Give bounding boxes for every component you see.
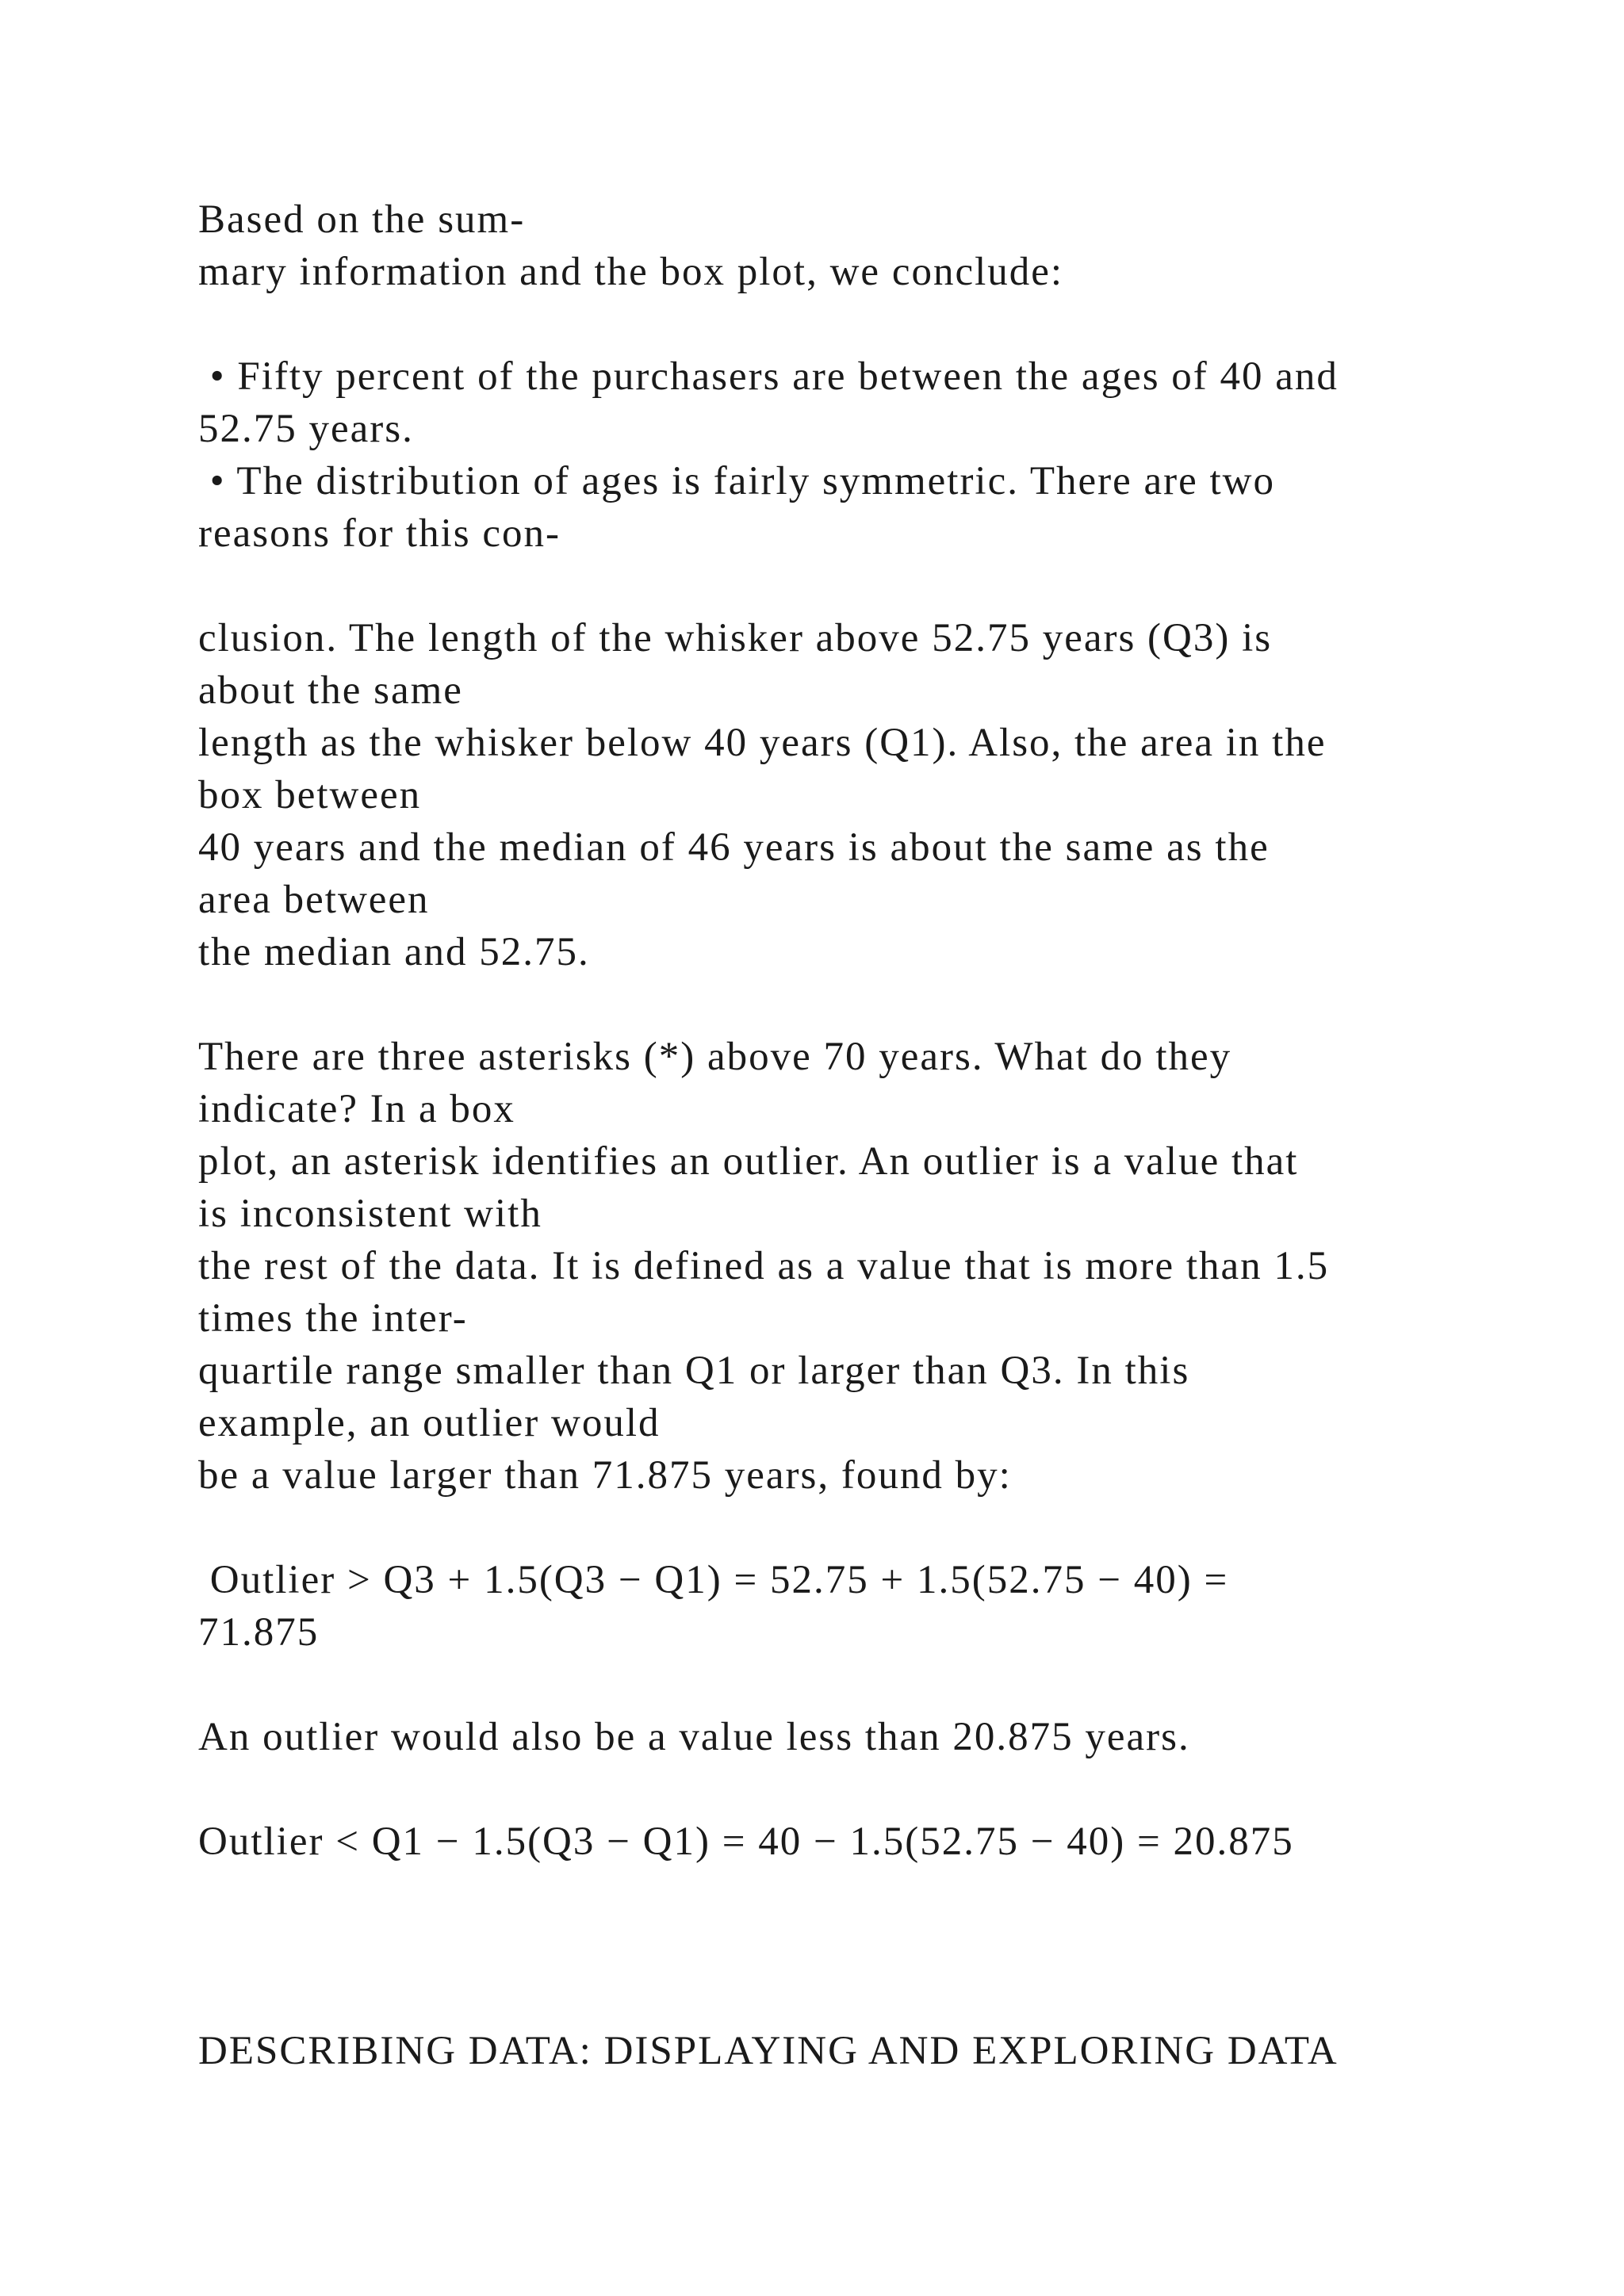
text-line: 52.75 years.	[198, 407, 414, 451]
text-line: indicate? In a box	[198, 1087, 515, 1131]
text-line: example, an outlier would	[198, 1401, 661, 1445]
text-line: is inconsistent with	[198, 1192, 542, 1236]
text-line: the rest of the data. It is defined as a value that is more than 1.5	[198, 1244, 1330, 1288]
text-line: box between	[198, 773, 422, 817]
text-line: times the inter-	[198, 1296, 468, 1341]
text-line: area between	[198, 878, 430, 922]
bullet-line: • The distribution of ages is fairly symmetric. There are two	[198, 459, 1275, 503]
text-line: Based on the sum-	[198, 197, 526, 242]
text-line: the median and 52.75.	[198, 930, 590, 974]
text-line: length as the whisker below 40 years (Q1). Also, the area in the	[198, 721, 1327, 765]
formula-line: Outlier > Q3 + 1.5(Q3 − Q1) = 52.75 + 1.5(52.75 − 40) =	[198, 1558, 1229, 1602]
text-line: be a value larger than 71.875 years, found by:	[198, 1453, 1012, 1498]
bullet-line: • Fifty percent of the purchasers are between the ages of 40 and	[198, 354, 1339, 399]
text-line: mary information and the box plot, we conclude:	[198, 250, 1064, 294]
formula-line: 71.875	[198, 1610, 320, 1655]
text-line: An outlier would also be a value less than 20.875 years.	[198, 1715, 1190, 1759]
text-line: reasons for this con-	[198, 511, 561, 556]
text-line: clusion. The length of the whisker above 52.75 years (Q3) is	[198, 616, 1273, 660]
text-line: about the same	[198, 668, 463, 713]
text-line: There are three asterisks (*) above 70 years. What do they	[198, 1035, 1232, 1079]
text-line: plot, an asterisk identifies an outlier. An outlier is a value that	[198, 1139, 1299, 1184]
section-heading: DESCRIBING DATA: DISPLAYING AND EXPLORING DATA	[198, 2029, 1339, 2073]
formula-line: Outlier < Q1 − 1.5(Q3 − Q1) = 40 − 1.5(52.75 − 40) = 20.875	[198, 1820, 1294, 1864]
text-line: 40 years and the median of 46 years is about the same as the	[198, 825, 1270, 870]
text-line: quartile range smaller than Q1 or larger than Q3. In this	[198, 1349, 1190, 1393]
